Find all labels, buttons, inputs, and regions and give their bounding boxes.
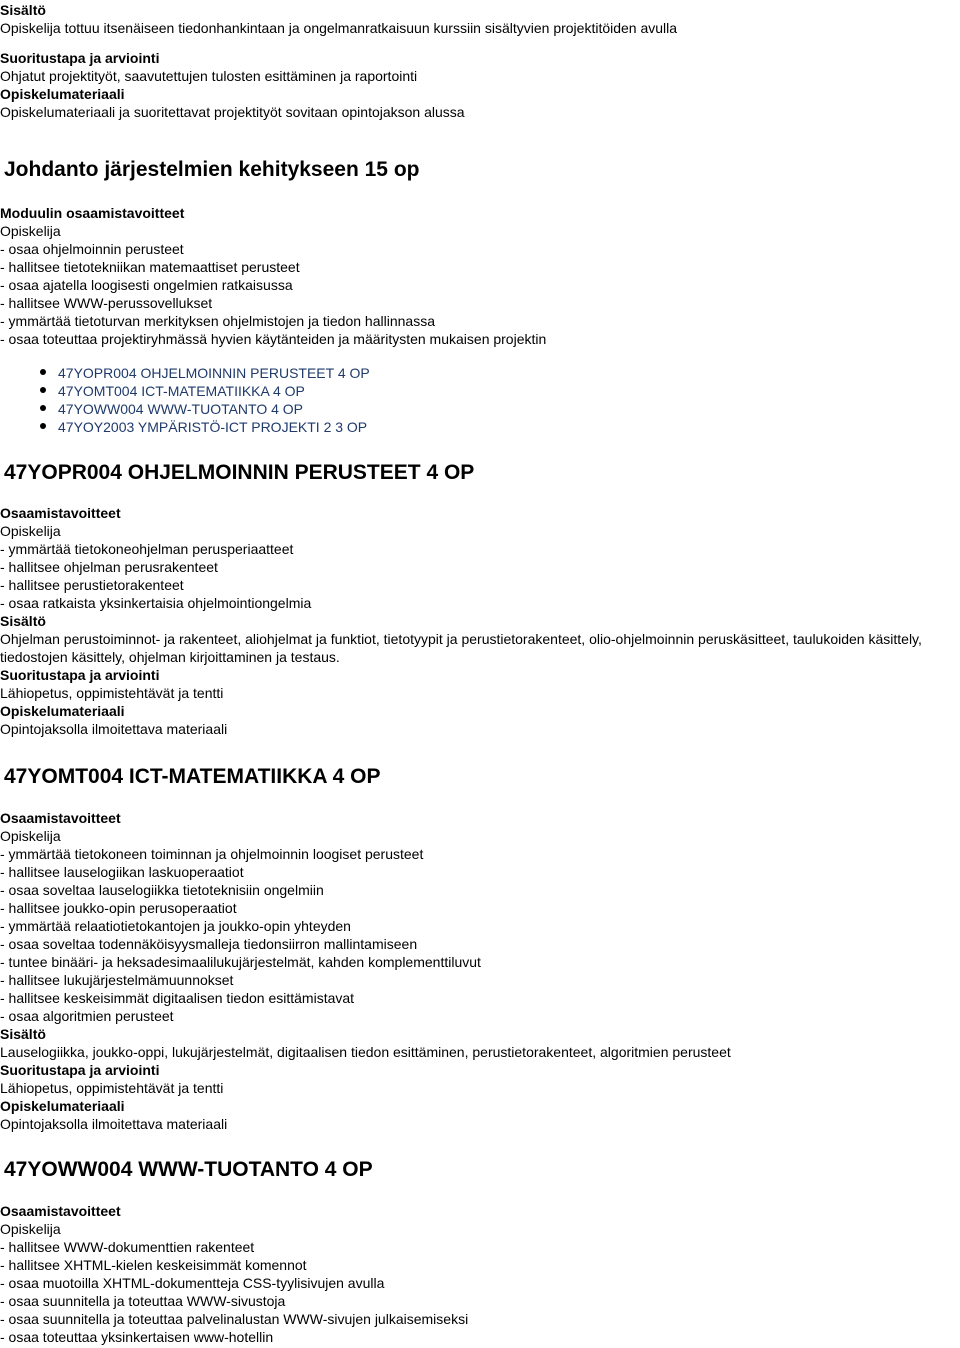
bullet-icon <box>40 423 46 429</box>
module-title: Johdanto järjestelmien kehitykseen 15 op <box>4 158 420 181</box>
module-goals-label: Moduulin osaamistavoitteet <box>0 205 185 221</box>
module-goal-item: - hallitsee WWW-perussovellukset <box>0 295 213 311</box>
course1-body <box>0 504 960 738</box>
course1-suoritustapa-label: Suoritustapa ja arviointi <box>0 667 160 683</box>
course-link-list <box>0 364 960 436</box>
module-goal-item: - osaa ohjelmoinnin perusteet <box>0 241 184 257</box>
course1-suoritustapa-text: Lähiopetus, oppimistehtävät ja tentti <box>0 685 224 701</box>
course2-suoritustapa-label: Suoritustapa ja arviointi <box>0 1062 160 1078</box>
course1-goal-item: - hallitsee ohjelman perusrakenteet <box>0 559 218 575</box>
module-goal-item: - ymmärtää tietoturvan merkityksen ohjelmistojen ja tiedon hallinnassa <box>0 313 435 329</box>
course2-body <box>0 809 960 1133</box>
course2-goal-item: - hallitsee keskeisimmät digitaalisen tiedon esittämistavat <box>0 990 355 1006</box>
module-goal-item: - osaa ajatella loogisesti ongelmien ratkaisussa <box>0 277 293 293</box>
bullet-icon <box>40 387 46 393</box>
course1-goal-item: - ymmärtää tietokoneohjelman perusperiaatteet <box>0 541 294 557</box>
course1-title: 47YOPR004 OHJELMOINNIN PERUSTEET 4 OP <box>4 461 475 484</box>
course-link[interactable]: 47YOPR004 OHJELMOINNIN PERUSTEET 4 OP <box>0 364 960 382</box>
bullet-icon <box>40 369 46 375</box>
course-link[interactable]: 47YOY2003 YMPÄRISTÖ-ICT PROJEKTI 2 3 OP <box>0 418 960 436</box>
suoritustapa-label: Suoritustapa ja arviointi <box>0 50 160 66</box>
course3-goals-intro: Opiskelija <box>0 1221 61 1237</box>
sisalto-label: Sisältö <box>0 2 46 18</box>
course3-goals-label: Osaamistavoitteet <box>0 1203 121 1219</box>
course2-goal-item: - hallitsee lukujärjestelmämuunnokset <box>0 972 234 988</box>
course3-goal-item: - osaa muotoilla XHTML-dokumentteja CSS-tyylisivujen avulla <box>0 1275 385 1291</box>
course2-goal-item: - osaa soveltaa lauselogiikka tietoteknisiin ongelmiin <box>0 882 324 898</box>
intro-section <box>0 1 960 121</box>
course1-goal-item: - hallitsee perustietorakenteet <box>0 577 184 593</box>
sisalto-text: Opiskelija tottuu itsenäiseen tiedonhankintaan ja ongelmanratkaisuun kurssiin sisältyvien projektitöiden avulla <box>0 20 678 36</box>
course3-goal-item: - osaa suunnitella ja toteuttaa WWW-sivustoja <box>0 1293 286 1309</box>
course1-goals-label: Osaamistavoitteet <box>0 505 121 521</box>
course2-goal-item: - tuntee binääri- ja heksadesimaalilukujärjestelmät, kahden komplementtiluvut <box>0 954 481 970</box>
course2-suoritustapa-text: Lähiopetus, oppimistehtävät ja tentti <box>0 1080 224 1096</box>
course2-sisalto-label: Sisältö <box>0 1026 46 1042</box>
course1-goals-intro: Opiskelija <box>0 523 61 539</box>
course3-goal-item: - osaa suunnitella ja toteuttaa palvelinalustan WWW-sivujen julkaisemiseksi <box>0 1311 469 1327</box>
course2-goal-item: - ymmärtää relaatiotietokantojen ja joukko-opin yhteyden <box>0 918 351 934</box>
course1-sisalto-text: Ohjelman perustoiminnot- ja rakenteet, aliohjelmat ja funktiot, tietotyypit ja perustietorakenteet, olio-ohjelmoinnin peruskäsitteet, taulukoiden käsittely, tiedostojen käsittely, ohjelman kirjoittaminen ja testaus. <box>0 631 922 665</box>
course2-sisalto-text: Lauselogiikka, joukko-oppi, lukujärjestelmät, digitaalisen tiedon esittäminen, perustietorakenteet, algoritmien perusteet <box>0 1044 731 1060</box>
bullet-icon <box>40 405 46 411</box>
course2-goal-item: - ymmärtää tietokoneen toiminnan ja ohjelmoinnin loogiset perusteet <box>0 846 424 862</box>
course2-goal-item: - osaa algoritmien perusteet <box>0 1008 174 1024</box>
course3-body <box>0 1202 960 1346</box>
course-link[interactable]: 47YOMT004 ICT-MATEMATIIKKA 4 OP <box>0 382 960 400</box>
course3-goal-item: - osaa toteuttaa yksinkertaisen www-hotellin <box>0 1329 274 1345</box>
course3-goal-item: - hallitsee XHTML-kielen keskeisimmät komennot <box>0 1257 307 1273</box>
materiaali-label: Opiskelumateriaali <box>0 86 125 102</box>
course1-goal-item: - osaa ratkaista yksinkertaisia ohjelmointiongelmia <box>0 595 312 611</box>
course2-goal-item: - hallitsee lauselogiikan laskuoperaatiot <box>0 864 244 880</box>
module-goal-item: - hallitsee tietotekniikan matemaattiset perusteet <box>0 259 300 275</box>
course2-goal-item: - hallitsee joukko-opin perusoperaatiot <box>0 900 237 916</box>
course3-title: 47YOWW004 WWW-TUOTANTO 4 OP <box>4 1158 373 1181</box>
materiaali-text: Opiskelumateriaali ja suoritettavat projektityöt sovitaan opintojakson alussa <box>0 104 465 120</box>
course2-goal-item: - osaa soveltaa todennäköisyysmalleja tiedonsiirron mallintamiseen <box>0 936 418 952</box>
course-link[interactable]: 47YOWW004 WWW-TUOTANTO 4 OP <box>0 400 960 418</box>
suoritustapa-text: Ohjatut projektityöt, saavutettujen tulosten esittäminen ja raportointi <box>0 68 418 84</box>
module-goals-intro: Opiskelija <box>0 223 61 239</box>
course1-materiaali-label: Opiskelumateriaali <box>0 703 125 719</box>
course3-goal-item: - hallitsee WWW-dokumenttien rakenteet <box>0 1239 255 1255</box>
course1-sisalto-label: Sisältö <box>0 613 46 629</box>
course2-materiaali-text: Opintojaksolla ilmoitettava materiaali <box>0 1116 228 1132</box>
course2-goals-label: Osaamistavoitteet <box>0 810 121 826</box>
course2-title: 47YOMT004 ICT-MATEMATIIKKA 4 OP <box>4 765 381 788</box>
course2-materiaali-label: Opiskelumateriaali <box>0 1098 125 1114</box>
module-goals <box>0 204 960 348</box>
course2-goals-intro: Opiskelija <box>0 828 61 844</box>
course1-materiaali-text: Opintojaksolla ilmoitettava materiaali <box>0 721 228 737</box>
module-goal-item: - osaa toteuttaa projektiryhmässä hyvien käytänteiden ja määritysten mukaisen projektin <box>0 331 547 347</box>
